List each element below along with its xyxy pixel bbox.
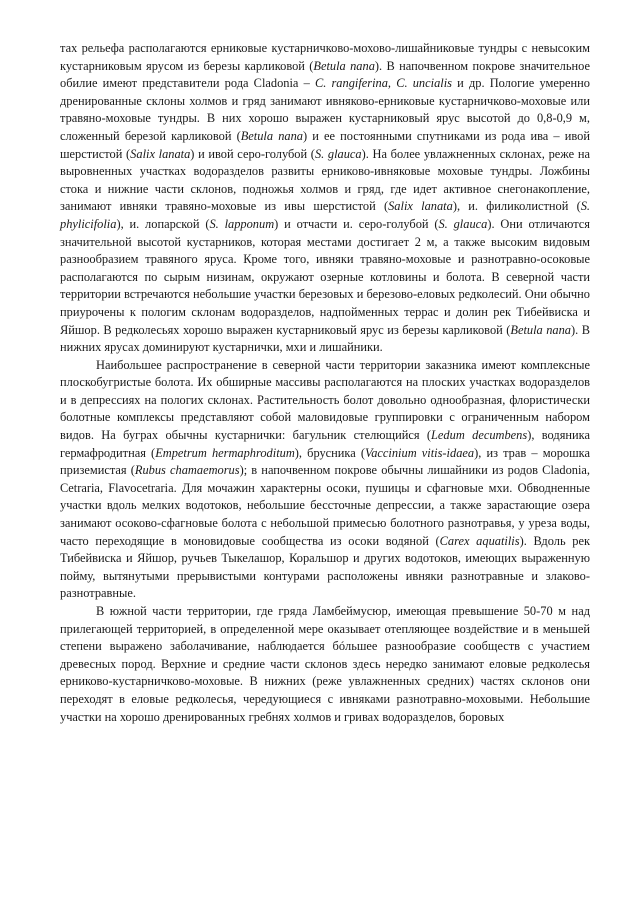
italic-species-name: Betula nana (313, 58, 375, 73)
italic-species-name: S. lapponum (209, 216, 275, 231)
paragraph (60, 357, 590, 603)
text-run: ) и ивой серо-голубой ( (190, 146, 315, 161)
text-run: ) и ее постоянными спутниками из рода ива – ивой шерстистой ( (60, 128, 590, 161)
italic-species-name: C. rangiferina, C. uncialis (314, 76, 452, 91)
text-run: ), водяника гермафродитная ( (60, 428, 590, 460)
text-run: ) и отчасти и. серо-голубой ( (274, 216, 439, 231)
text-run: ); в напочвенном покрове обычны лишайники из родов Cladonia, Cetraria, Flavocetraria. Для мочажин характерны осоки, пушицы и сфагновые мхи. Обводненные участки вдоль мелких водотоков, небольшие бессточные депрессии, а также зарастающие озера занимают осоково-сфагновые болота с небольшой примесью болотного разнотравья, у уреза воды, часто переходящие в моновидовые сообщества из осоки водяной ( (60, 463, 591, 548)
text-run: ), и. лопарской ( (116, 216, 210, 231)
italic-species-name: Ledum decumbens (431, 428, 528, 443)
text-run: ), из трав – морошка приземистая ( (60, 445, 590, 478)
italic-species-name: Betula nana (510, 322, 572, 337)
text-run: Наибольшее распространение в северной части территории заказника имеют комплексные плоскобугристые болота. Их обширные массивы располагаются на плоских участках водоразделов и в депрессиях на пологих склонах. Растительность болот довольно однообразная, флористически болотные комплексы представляют собой маловидовые группировки с ограниченным набором видов. На буграх обычны кустарнички: багульник стелющийся ( (60, 357, 590, 443)
italic-species-name: Betula nana (240, 128, 303, 143)
italic-species-name: Salix lanata (130, 146, 191, 161)
text-run: тах рельефа располагаются ерниковые кустарничково-мохово-лишайниковые тундры с невысоким кустарниковым ярусом из березы карликовой ( (60, 41, 590, 73)
paragraph (60, 40, 590, 357)
italic-species-name: Carex aquatilis (439, 533, 520, 548)
italic-species-name: S. glauca (314, 146, 362, 161)
text-run: В южной части территории, где гряда Ламбеймусюр, имеющая превышение 50-70 м над прилегающей территорией, в определенной мере оказывает отепляющее воздействие и в меньшей степени выражено заболачивание, наблюдается бóльшее разнообразие сообществ с участием древесных пород. Верхние и средние части склонов здесь нередко занимают еловые редколесья ерниково-кустарничково-моховые. В нижних (реже увлажненных средних) частях склонов они переходят в еловые редколесья, чередующиеся с ивняками разнотравно-моховыми. Небольшие участки на хорошо дренированных гребнях холмов и гривах водоразделов, боровых (60, 604, 590, 724)
text-run: ). Они отличаются значительной высотой кустарников, которая местами достигает 2 м, а также высоким видовым разнообразием травяного яруса. Кроме того, ивняки травяно-моховые и разнотравно-осоковые располагаются по сырым низинам, окружают озерные котловины и болота. В северной части территории встречаются небольшие участки березовых и березово-еловых редколесий. Они обычно приурочены к пологим склонам водоразделов, надпойменных террас и долин рек Тибейвиска и Яйшор. В редколесьях хорошо выражен кустарниковый ярус из березы карликовой ( (60, 216, 590, 337)
text-run: и др. Пологие умеренно дренированные склоны холмов и гряд занимают ивняково-ерниковые кустарничково-моховые или травяно-моховые тундры. В них хорошо выражен кустарниковый ярус высотой до 0,8-0,9 м, сложенный березой карликовой ( (60, 76, 590, 143)
paragraph (60, 603, 590, 726)
text-run: ). В напочвенном покрове значительное обилие имеют представители рода Cladonia – (60, 58, 590, 91)
text-run: ). В нижних ярусах доминируют кустарнички, мхи и лишайники. (60, 322, 590, 355)
italic-species-name: S. phylicifolia (60, 199, 591, 231)
italic-species-name: S. glauca (438, 216, 488, 231)
document-body (60, 40, 590, 726)
italic-species-name: Salix lanata (388, 199, 453, 214)
text-run: ). Вдоль рек Тибейвиска и Яйшор, ручьев Тыкелашор, Коральшор и других водотоков, имеющих выраженную пойму, вытянутыми прерывистыми контурами расположены ивняки разнотравные и злаково-разнотравные. (60, 533, 591, 601)
text-run: ), и. филиколистной ( (452, 199, 581, 214)
italic-species-name: Rubus chamaemorus (134, 463, 240, 478)
text-run: ), брусника ( (294, 445, 366, 460)
italic-species-name: Empetrum hermaphroditum (155, 445, 295, 460)
text-run: ). На более увлажненных склонах, реже на выровненных участках водоразделов развиты ерниково-ивняковые моховые тундры. Ложбины стока и нижние части склонов, подножья холмов и гряд, где идет активное снегонакопление, занимают ивняки травяно-моховые из ивы шерстистой ( (60, 146, 590, 214)
italic-species-name: Vaccinium vitis-idaea (365, 445, 475, 460)
